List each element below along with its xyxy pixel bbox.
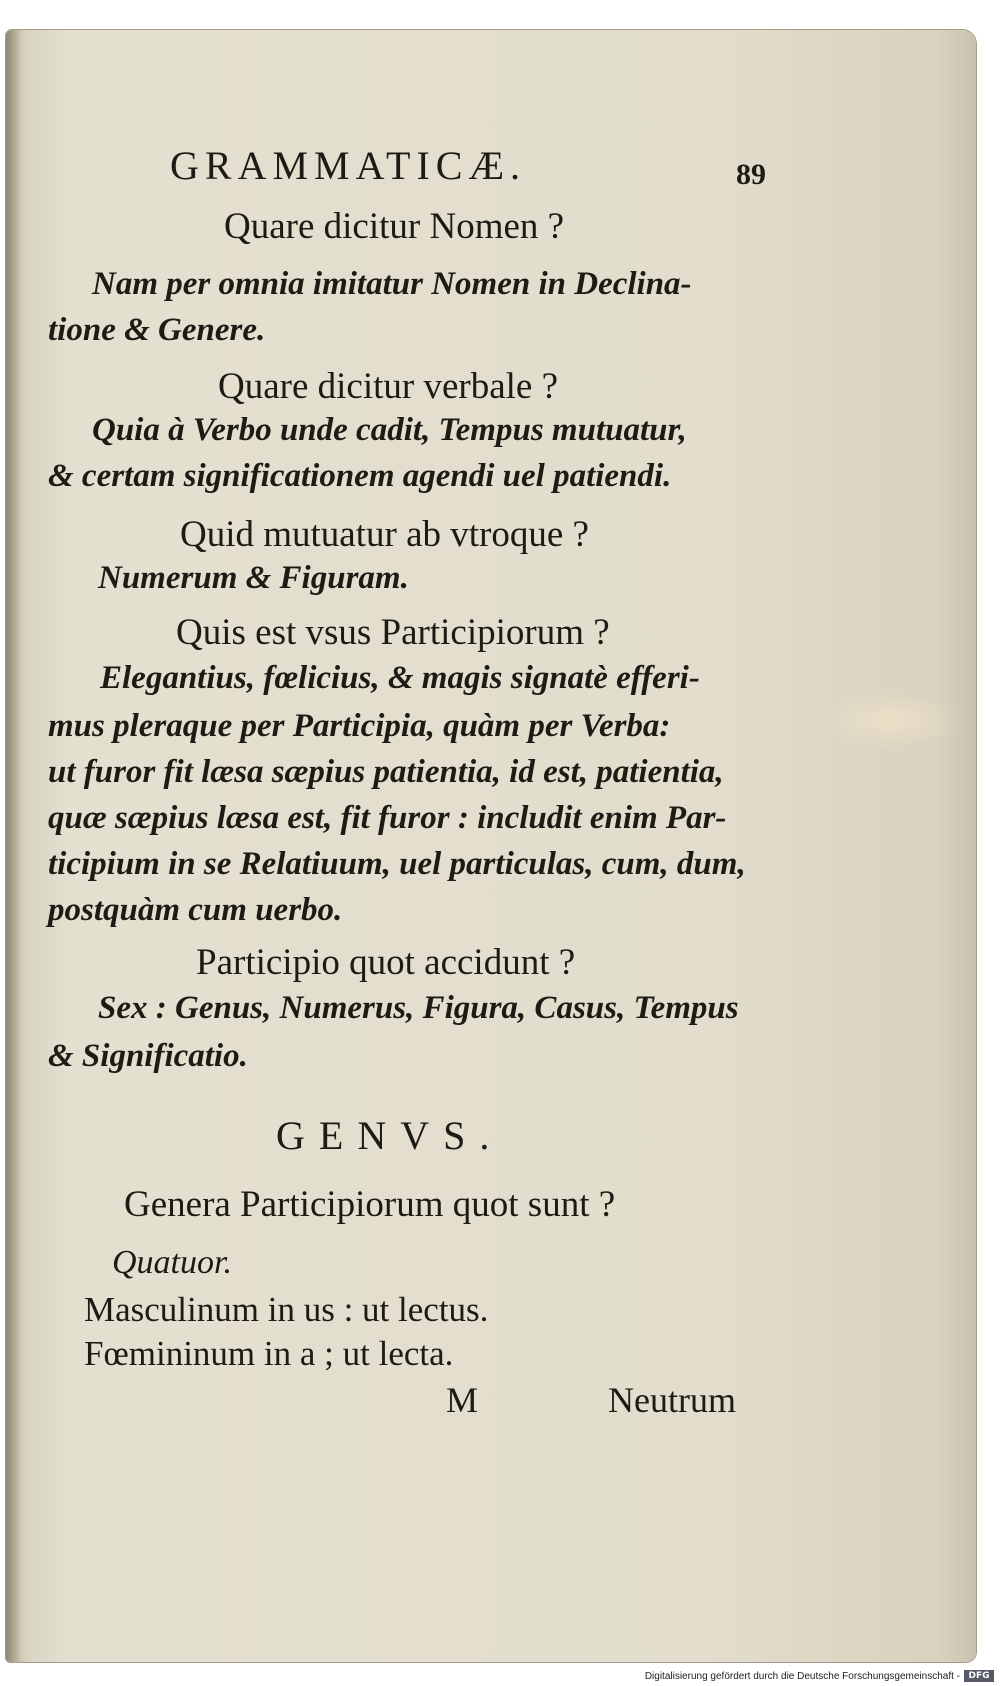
list-item: Masculinum in us : ut lectus.: [84, 1290, 489, 1329]
section-answer: Quatuor.: [112, 1244, 232, 1281]
footer-credit: Digitalisierung gefördert durch die Deutsche Forschungsgemeinschaft -: [644, 1671, 960, 1682]
answer-line: Nam per omnia imitatur Nomen in Declina-: [92, 266, 692, 302]
signature-mark: M: [446, 1380, 479, 1420]
question-line: Participio quot accidunt ?: [196, 942, 576, 983]
page-number: 89: [736, 158, 766, 191]
section-heading: GENVS.: [276, 1113, 504, 1158]
paper-stain: [818, 690, 968, 750]
page-gutter-edge: [6, 30, 20, 1662]
answer-line: Elegantius, fœlicius, & magis signatè efferi-: [100, 660, 700, 696]
question-line: Quis est vsus Participiorum ?: [176, 612, 610, 653]
answer-line: mus pleraque per Participia, quàm per Verba:: [48, 708, 671, 744]
question-line: Quare dicitur verbale ?: [218, 366, 559, 407]
answer-line: postquàm cum uerbo.: [48, 892, 343, 928]
answer-line: Quia à Verbo unde cadit, Tempus mutuatur,: [92, 412, 687, 448]
answer-line: ut furor fit læsa sæpius patientia, id est, patientia,: [48, 754, 724, 790]
section-question: Genera Participiorum quot sunt ?: [124, 1184, 616, 1225]
question-line: Quid mutuatur ab vtroque ?: [180, 514, 589, 555]
catchword: Neutrum: [608, 1380, 736, 1420]
answer-line: Numerum & Figuram.: [98, 560, 409, 596]
answer-line: & certam significationem agendi uel patiendi.: [48, 458, 672, 494]
answer-line: Sex : Genus, Numerus, Figura, Casus, Tempus: [98, 990, 739, 1026]
dfg-logo: DFG: [964, 1670, 994, 1682]
question-line: Quare dicitur Nomen ?: [224, 206, 565, 247]
answer-line: quæ sæpius læsa est, fit furor : includit enim Par-: [48, 800, 727, 836]
answer-line: & Significatio.: [48, 1038, 248, 1074]
answer-line: tione & Genere.: [48, 312, 266, 348]
running-header-title: GRAMMATICÆ.: [170, 143, 527, 188]
list-item: Fœmininum in a ; ut lecta.: [84, 1334, 454, 1373]
answer-line: ticipium in se Relatiuum, uel particulas, cum, dum,: [48, 846, 746, 882]
